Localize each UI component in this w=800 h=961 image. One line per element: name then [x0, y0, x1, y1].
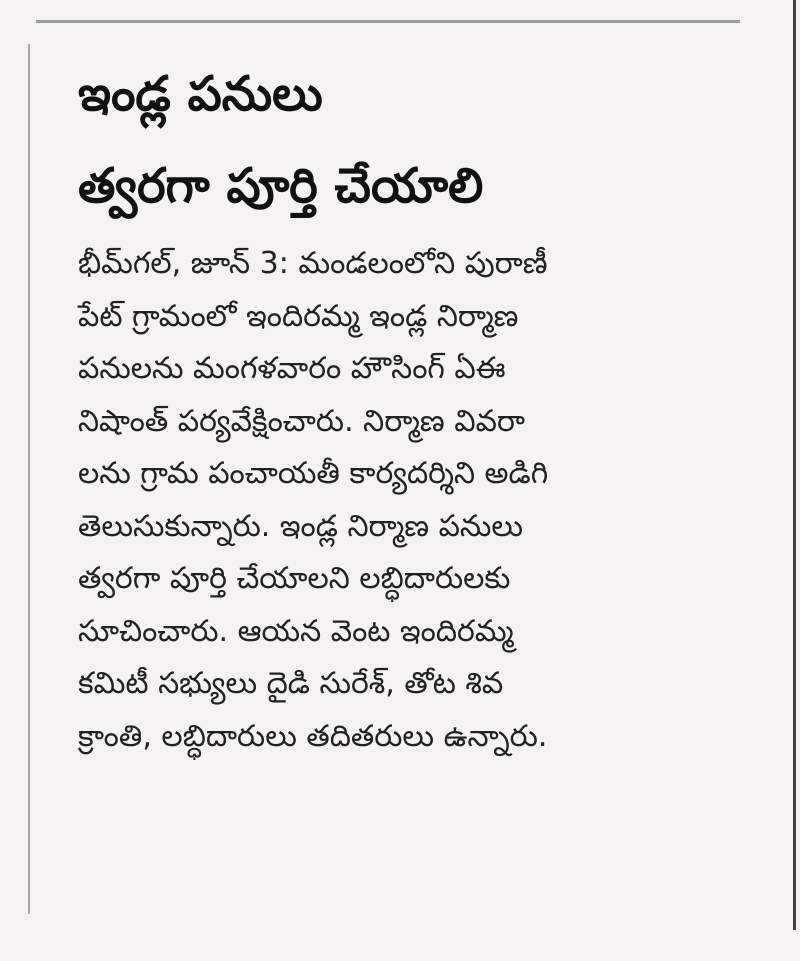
news-article: [78, 48, 750, 763]
right-edge-rule: [793, 0, 796, 930]
body-line-8: సూచించారు. ఆయన వెంట ఇందిరమ్మ: [78, 613, 514, 649]
body-line-2: పేట్ గ్రామంలో ఇందిరమ్మ ఇండ్ల నిర్మాణ: [78, 298, 519, 334]
body-line-3: పనులను మంగళవారం హౌసింగ్ ఏఈ: [78, 351, 506, 386]
article-body: [78, 238, 750, 763]
left-column-rule: [28, 44, 30, 914]
body-line-7: త్వరగా పూర్తి చేయాలని లబ్ధిదారులకు: [78, 561, 511, 596]
top-rule: [36, 20, 740, 23]
body-line-4: నిషాంత్ పర్యవేక్షించారు. నిర్మాణ వివరా: [78, 403, 526, 439]
body-line-9: కమిటీ సభ్యులు దైడి సురేశ్, తోట శివ: [78, 666, 504, 701]
headline-line-1: ఇండ్ల పనులు: [78, 66, 323, 122]
headline-line-2: త్వరగా పూర్తి చేయాలి: [78, 158, 484, 214]
body-line-6: తెలుసుకున్నారు. ఇండ్ల నిర్మాణ పనులు: [78, 508, 524, 544]
headline: [78, 48, 750, 232]
body-line-5: లను గ్రామ పంచాయతీ కార్యదర్శిని అడిగి: [78, 456, 549, 491]
body-line-1: భీమ్‌గల్, జూన్ 3: మండలంలోని పురాణీ: [78, 246, 548, 281]
body-line-10: క్రాంతి, లబ్ధిదారులు తదితరులు ఉన్నారు.: [78, 718, 548, 754]
